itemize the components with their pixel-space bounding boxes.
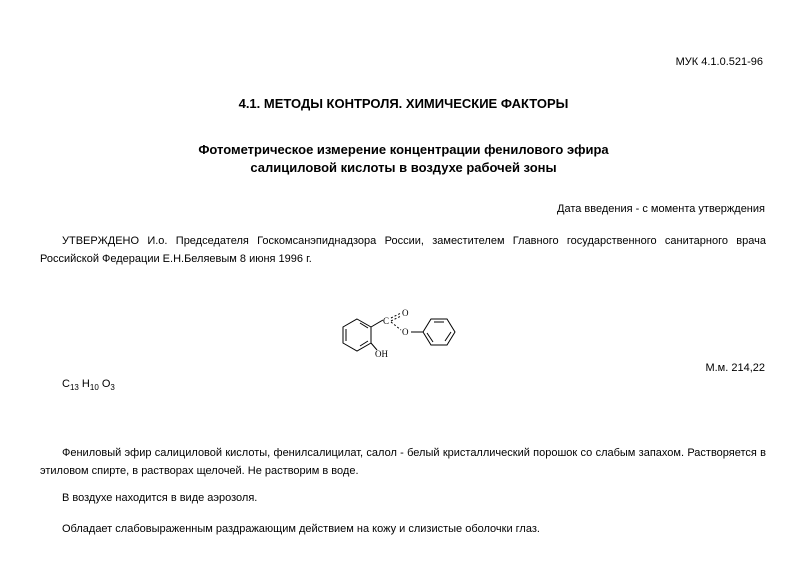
- empirical-formula: $C_{13}$ $H_{10}$ $O_3$: [62, 378, 115, 393]
- irritation-paragraph: Обладает слабовыраженным раздражающим действием на кожу и слизистые оболочки глаз.: [62, 523, 540, 535]
- method-title-line-2: салициловой кислоты в воздухе рабочей зоны: [250, 160, 557, 175]
- introduction-date: Дата введения - с момента утверждения: [557, 203, 765, 215]
- ester-oxygen-label: O: [402, 327, 409, 337]
- document-code: МУК 4.1.0.521-96: [675, 56, 763, 68]
- carbonyl-oxygen-label: O: [402, 308, 409, 318]
- molecular-mass: М.м. 214,22: [705, 362, 765, 374]
- hydroxyl-label: OH: [375, 349, 388, 359]
- method-title-line-1: Фотометрическое измерение концентрации фенилового эфира: [198, 142, 609, 157]
- description-paragraph: Фениловый эфир салициловой кислоты, фенилсалицилат, салол - белый кристаллический порошок со слабым запахом. Растворяется в этиловом спирте, в растворах щелочей. Не растворим в воде.: [40, 447, 766, 477]
- carbonyl-carbon-label: C: [383, 316, 390, 326]
- structural-formula: [335, 300, 475, 362]
- approval-paragraph: УТВЕРЖДЕНО И.о. Председателя Госкомсанэпиднадзора России, заместителем Главного государственного санитарного врача Российской Федерации Е.Н.Беляевым 8 июня 1996 г.: [40, 235, 766, 265]
- benzene-ring-left: [343, 319, 371, 351]
- benzene-ring-right: [423, 319, 455, 345]
- method-title: [0, 141, 807, 177]
- section-title: 4.1. МЕТОДЫ КОНТРОЛЯ. ХИМИЧЕСКИЕ ФАКТОРЫ: [238, 96, 569, 111]
- aerosol-paragraph: В воздухе находится в виде аэрозоля.: [62, 492, 258, 504]
